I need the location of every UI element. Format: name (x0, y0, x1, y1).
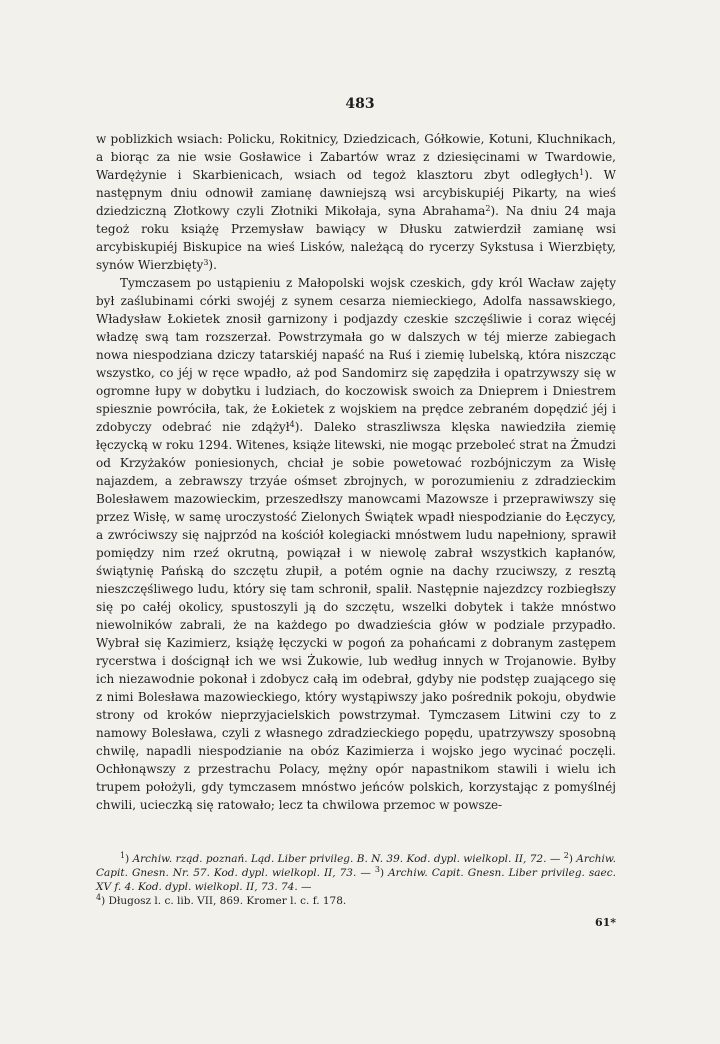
footnote-mark-4: 4 (96, 893, 102, 902)
p1-text-a: w poblizkich wsiach: Policku, Rokitnicy, Dziedzicach, Gółkowie, Kotuni, Kluchnikach, a biorąc za nie wsie Gosławice i Zabartów wraz z dziesięcinami w Twardowie, Wardężynie i Skarbienicach, wsiach od tegoż klasztoru zbyt odległych (96, 132, 616, 182)
p2-text-a: Tymczasem po ustąpieniu z Małopolski wojsk czeskich, gdy król Wacław zajęty był zaślubinami córki swojéj z synem cesarza niemieckiego, Adolfa nassawskiego, Władysław Łokietek znosił garnizony i podjazdy czeskie szczęśliwie i coraz więcéj władzę swą tam rozszerzał. Powstrzymała go w dalszych w téj mierze zabiegach nowa niespodziana dziczy tatarskiéj napaść na Ruś i ziemię lubelską, która niszcząc wszystko, co jéj w ręce wpadło, aż pod Sandomirz się zapędziła i opatrzywszy się w ogromne łupy w dobytku i ludziach, do koczowisk swoich za Dnieprem i Dniestrem spiesznie powróciła, tak, że Łokietek z wojskiem na prędce zebraném dopędzić jéj i zdobyczy odebrać nie zdążył (96, 276, 616, 434)
p2-text-b: ). Daleko straszliwsza klęska nawiedziła ziemię łęczycką w roku 1294. Witenes, książe litewski, nie mogąc przeboleć strat na Żmudzi od Krzyżaków poniesionych, chciał je sobie powetować rozbójniczym za Wisłę najazdem, a zebrawszy trzyáe ośmset zbrojnych, w porozumieniu z zdradzieckim Bolesławem mazowieckim, przeszedłszy manowcami Mazowsze i przeprawiwszy się przez Wisłę, w samę uroczystość Zielonych Świątek wpadł niespodzianie do Łęczycy, a zwróciwszy się najprzód na kościół kolegiacki mnóstwem ludu napełniony, sprawił pomiędzy nim rzeź okrutną, powiązał i w niewolę zabrał wszystkich kapłanów, świątynię Pańską do szczętu złupił, a potém ognie na dachy rzuciwszy, z resztą nieszczęśliwego ludu, który się tam schronił, spalił. Następnie najezdzcy rozbiegłszy się po całéj okolicy, spustoszyli ją do szczętu, wszelki dobytek i także mnóstwo niewolników zabrali, że na każdego po dwadzieścia głów w podziale przypadło. Wybrał się Kazimierz, książę łęczycki w pogoń za pohańcami z dobranym zastępem rycerstwa i doścignął ich we wsi Żukowie, lub według innych w Trojanowie. Byłby ich niezawodnie pokonał i zdobycz całą im odebrał, gdyby nie podstęp zuającego się z nimi Bolesława mazowieckiego, który wystąpiwszy jako pośrednik pokoju, obydwie strony od kroków nieprzyjacielskich powstrzymał. Tymczasem Litwini czy to z namowy Bolesława, czyli z własnego zdradzieckiego popędu, upatrzywszy sposobną chwilę, napadli niespodzianie na obóz Kazimierza i wojsko jego wycinać poczęli. Ochłonąwszy z przestrachu Polacy, mężny opór napastnikom stawili i wielu ich trupem położyli, gdy tymczasem mnóstwo jeńców polskich, korzystając z pomyślnéj chwili, ucieczką się ratowało; lecz ta chwilowa przemoc w powsze- (96, 420, 616, 812)
paragraph-2 (96, 274, 616, 814)
footnote-ref-4: 4 (289, 420, 295, 429)
footnote-block: $^1$) Archiw. rząd. poznań. Ląd. Liber privileg. B. N. 39. Kod. dypl. wielkopl. II, 72. — $^2$) Archiw. Capit. Gnesn. Nr. 57. Kod. dypl. wielkopl. II, 73. — $^3$) Archiw. Capit. Gnesn. Liber privileg. saec. XV f. 4. Kod. dypl. wielkopl. II, 73. 74. — $^4$) Długosz l. c. lib. VII, 869. Kromer l. c. f. 178. (96, 851, 616, 907)
footnote-ref-3: 3 (203, 258, 209, 267)
footnote-ref-1: 1 (579, 168, 585, 177)
p1-text-c: ). Na dniu 24 maja tegoż roku książę Przemysław bawiący w Dłusku zatwierdził zamianę wsi arcybiskupiéj Biskupice na wieś Lisków, należącą do rycerzy Sykstusa i Wierzbięty, synów Wierzbięty (96, 204, 617, 272)
printer-signature: 61* (594, 916, 616, 929)
p1-text-b: ). W następnym dniu odnowił zamianę dawniejszą wsi arcybiskupiéj Pikarty, na wieś dziedziczną Złotkowy czyli Złotniki Mikołaja, syna Abrahama (96, 168, 616, 218)
footnote-ref-2: 2 (485, 204, 491, 213)
footnote-4: Długosz l. c. lib. VII, 869. Kromer l. c. f. 178. (108, 895, 347, 907)
footnote-mark-2: 2 (563, 851, 569, 860)
footnote-dash-3: — (301, 881, 312, 893)
footnote-3: Archiw. Capit. Gnesn. Liber privileg. saec. XV f. 4. Kod. dypl. wielkopl. II, 73. 74. (96, 867, 616, 893)
footnote-mark-3: 3 (374, 865, 380, 874)
footnotes (96, 852, 616, 908)
footnote-dash-2: — (360, 867, 371, 879)
paragraph-1 (96, 130, 616, 274)
footnote-dash-1: — (549, 853, 561, 865)
footnote-1: Archiw. rząd. poznań. Ląd. Liber privileg. B. N. 39. Kod. dypl. wielkopl. II, 72. (132, 853, 547, 865)
page-number: 483 (345, 96, 375, 112)
p1-text-d: ). (208, 258, 217, 272)
main-text (96, 130, 616, 814)
footnote-2: Archiw. Capit. Gnesn. Nr. 57. Kod. dypl. wielkopl. II, 73. (96, 853, 616, 879)
footnote-mark-1: 1 (120, 851, 126, 860)
